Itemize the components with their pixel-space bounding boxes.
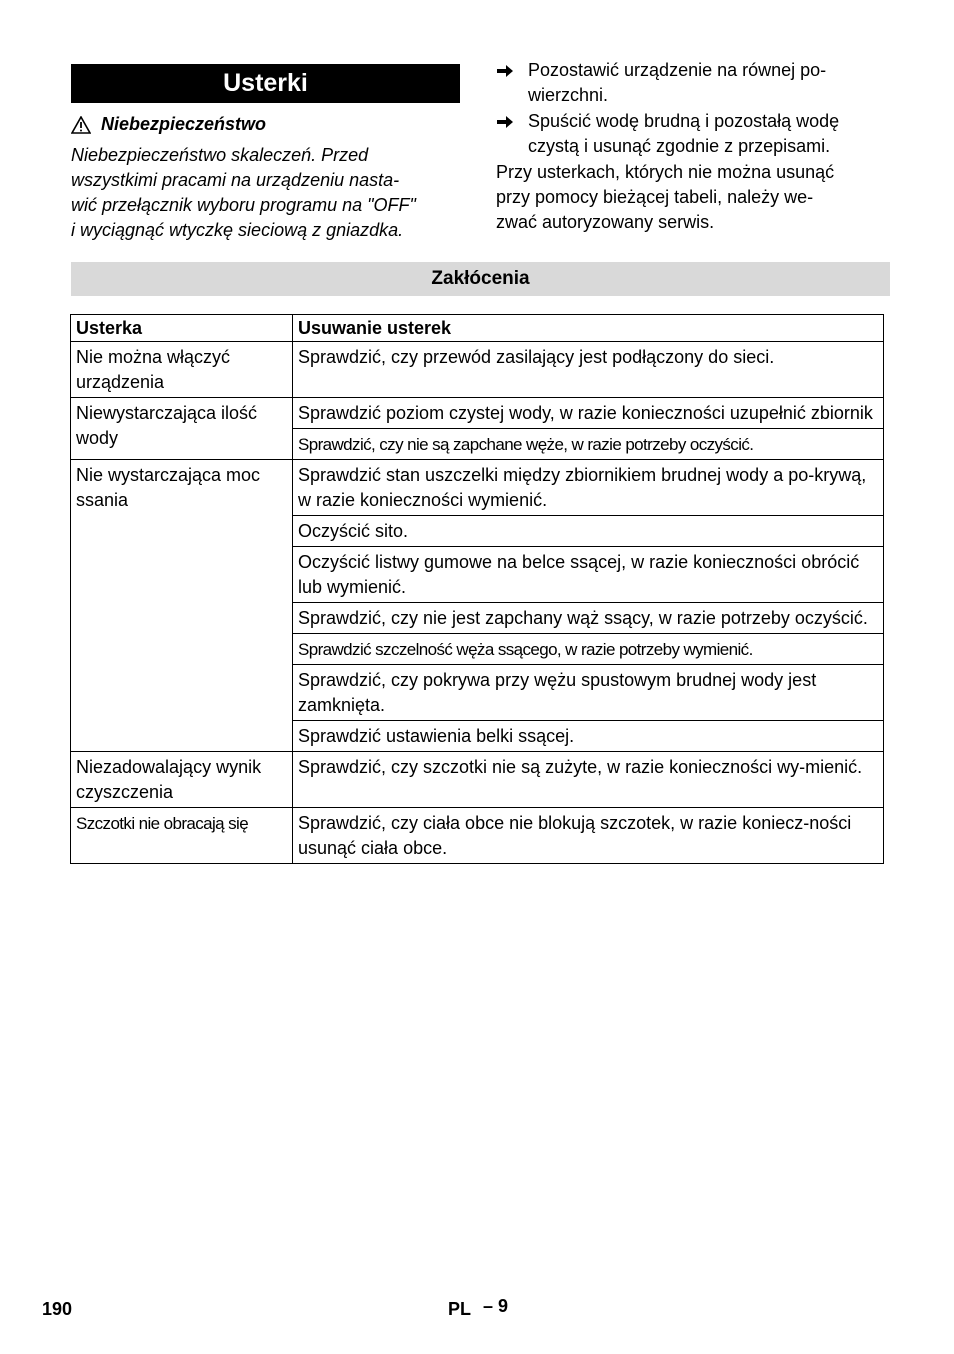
language-code: PL xyxy=(448,1299,472,1319)
table-row xyxy=(71,808,884,864)
fault-cell: Niewystarczająca ilość wody xyxy=(71,398,293,460)
fault-cell: Nie można włączyć urządzenia xyxy=(71,342,293,398)
paragraph-line: Przy usterkach, których nie można usunąć xyxy=(496,162,835,182)
fault-cell: Szczotki nie obracają się xyxy=(71,808,293,864)
instruction-bullet xyxy=(496,109,891,159)
instructions-column xyxy=(496,58,891,235)
instruction-line: Spuścić wodę brudną i pozostałą wodę xyxy=(528,111,840,131)
header-remedy: Usuwanie usterek xyxy=(293,315,884,342)
remedy-cell: Sprawdzić stan uszczelki między zbiornikiem brudnej wody a po-krywą, w razie konieczności wymienić. xyxy=(293,460,884,516)
table-row xyxy=(71,398,884,429)
warning-line: Niebezpieczeństwo skaleczeń. Przed xyxy=(71,145,369,165)
warning-line: i wyciągnąć wtyczkę sieciową z gniazdka. xyxy=(71,220,404,240)
paragraph-line: przy pomocy bieżącej tabeli, należy we- xyxy=(496,187,814,207)
warning-line: wszystkimi pracami na urządzeniu nasta- xyxy=(71,170,400,190)
instruction-line: Pozostawić urządzenie na równej po- xyxy=(528,60,827,80)
section-title: Zakłócenia xyxy=(71,262,890,296)
warning-text xyxy=(71,143,466,243)
remedy-cell: Sprawdzić, czy szczotki nie są zużyte, w razie konieczności wy-mienić. xyxy=(293,752,884,808)
table-header-row xyxy=(71,315,884,342)
warning-heading-text: Niebezpieczeństwo xyxy=(101,114,267,134)
warning-heading xyxy=(71,114,266,135)
remedy-cell: Sprawdzić szczelność węża ssącego, w razie potrzeby wymienić. xyxy=(293,634,884,665)
section-page-number: – 9 xyxy=(483,1296,509,1316)
paragraph-line: zwać autoryzowany serwis. xyxy=(496,212,715,232)
page-title: Usterki xyxy=(71,64,460,103)
instruction-line: czystą i usunąć zgodnie z przepisami. xyxy=(528,136,831,156)
instruction-text xyxy=(528,109,839,159)
fault-cell: Niezadowalający wynik czyszczenia xyxy=(71,752,293,808)
page-number: 190 xyxy=(42,1299,73,1319)
arrow-right-icon xyxy=(496,58,528,108)
remedy-cell: Sprawdzić, czy ciała obce nie blokują szczotek, w razie koniecz-ności usunąć ciała obce. xyxy=(293,808,884,864)
table-row xyxy=(71,460,884,516)
fault-cell: Nie wystarczająca moc ssania xyxy=(71,460,293,752)
warning-triangle-icon xyxy=(71,116,91,134)
instruction-text xyxy=(528,58,826,108)
remedy-cell: Sprawdzić, czy nie jest zapchany wąż ssący, w razie potrzeby oczyścić. xyxy=(293,603,884,634)
remedy-cell: Sprawdzić, czy nie są zapchane węże, w razie potrzeby oczyścić. xyxy=(293,429,884,460)
remedy-cell: Oczyścić listwy gumowe na belce ssącej, w razie konieczności obrócić lub wymienić. xyxy=(293,547,884,603)
header-fault: Usterka xyxy=(71,315,293,342)
warning-line: wić przełącznik wyboru programu na "OFF" xyxy=(71,195,416,215)
faults-table xyxy=(70,314,884,864)
remedy-cell: Sprawdzić, czy przewód zasilający jest podłączony do sieci. xyxy=(293,342,884,398)
remedy-cell: Sprawdzić poziom czystej wody, w razie konieczności uzupełnić zbiornik xyxy=(293,398,884,429)
arrow-right-icon xyxy=(496,109,528,159)
instruction-bullet xyxy=(496,58,891,108)
remedy-cell: Sprawdzić, czy pokrywa przy wężu spustowym brudnej wody jest zamknięta. xyxy=(293,665,884,721)
table-row xyxy=(71,342,884,398)
table-row xyxy=(71,752,884,808)
instruction-line: wierzchni. xyxy=(528,85,609,105)
service-paragraph xyxy=(496,160,891,235)
remedy-cell: Sprawdzić ustawienia belki ssącej. xyxy=(293,721,884,752)
remedy-cell: Oczyścić sito. xyxy=(293,516,884,547)
